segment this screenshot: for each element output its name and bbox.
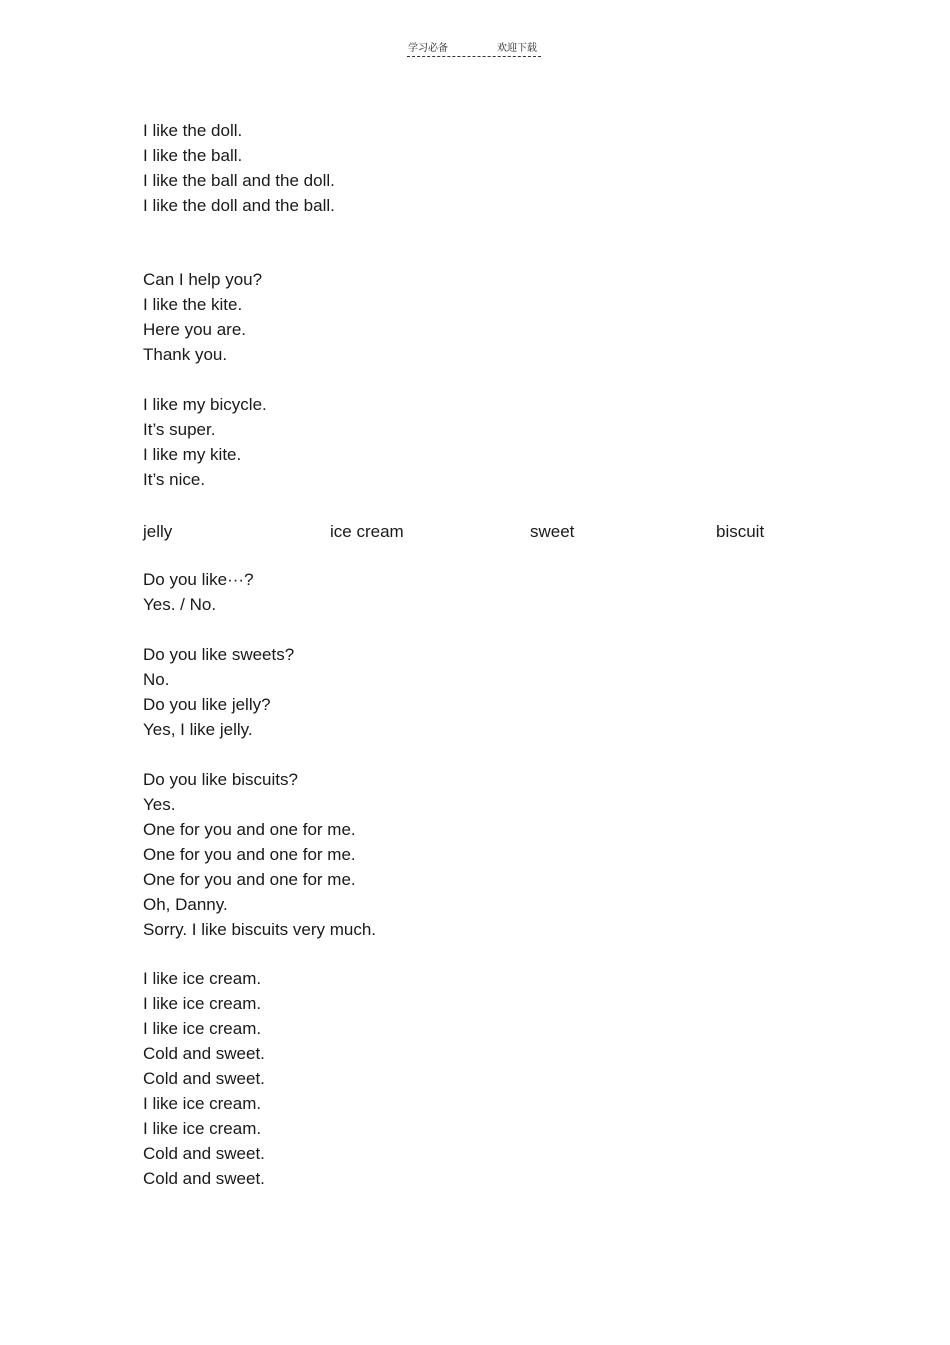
- header-right-text: 欢迎下载: [497, 43, 537, 54]
- text-line: I like ice cream.: [143, 969, 262, 988]
- text-line: I like ice cream.: [143, 1119, 262, 1138]
- text-line: It’s nice.: [143, 470, 206, 489]
- text-line: Cold and sweet.: [143, 1169, 265, 1188]
- text-line: One for you and one for me.: [143, 870, 356, 889]
- text-line: Yes, I like jelly.: [143, 720, 253, 739]
- vocab-word: sweet: [530, 522, 575, 541]
- text-line: Do you like jelly?: [143, 695, 271, 714]
- text-line: I like my bicycle.: [143, 395, 267, 414]
- text-line: Cold and sweet.: [143, 1069, 265, 1088]
- stanza-doll-ball: [143, 118, 335, 218]
- text-line: One for you and one for me.: [143, 845, 356, 864]
- text-line: Here you are.: [143, 320, 246, 339]
- stanza-sweets-jelly: [143, 642, 294, 742]
- text-line: Yes.: [143, 795, 176, 814]
- text-line: I like the doll.: [143, 121, 243, 140]
- text-line: Oh, Danny.: [143, 895, 228, 914]
- text-line: No.: [143, 670, 170, 689]
- vocab-word: jelly: [143, 522, 173, 541]
- text-line: I like ice cream.: [143, 994, 262, 1013]
- stanza-bicycle: [143, 392, 267, 492]
- text-line: I like ice cream.: [143, 1094, 262, 1113]
- text-line: I like the kite.: [143, 295, 243, 314]
- text-line: Thank you.: [143, 345, 228, 364]
- stanza-ice-cream: [143, 966, 265, 1191]
- text-line: Yes. / No.: [143, 595, 217, 614]
- text-line: Cold and sweet.: [143, 1144, 265, 1163]
- vocab-word: biscuit: [716, 522, 765, 541]
- text-line: Do you like sweets?: [143, 645, 295, 664]
- stanza-biscuits: [143, 767, 376, 942]
- vocab-word: ice cream: [330, 522, 404, 541]
- text-line: Do you like biscuits?: [143, 770, 298, 789]
- stanza-help: [143, 267, 262, 367]
- page-header: [407, 38, 541, 57]
- header-left-text: 学习必备: [408, 43, 448, 54]
- text-line: I like ice cream.: [143, 1019, 262, 1038]
- text-line: Can I help you?: [143, 270, 263, 289]
- text-line: I like the doll and the ball.: [143, 196, 335, 215]
- text-line: Cold and sweet.: [143, 1044, 265, 1063]
- text-line: I like my kite.: [143, 445, 242, 464]
- text-line: I like the ball and the doll.: [143, 171, 335, 190]
- text-line: It’s super.: [143, 420, 216, 439]
- text-line: Do you like···?: [143, 570, 254, 589]
- text-line: One for you and one for me.: [143, 820, 356, 839]
- text-line: I like the ball.: [143, 146, 243, 165]
- text-line: Sorry. I like biscuits very much.: [143, 920, 377, 939]
- stanza-do-you-like: [143, 567, 254, 617]
